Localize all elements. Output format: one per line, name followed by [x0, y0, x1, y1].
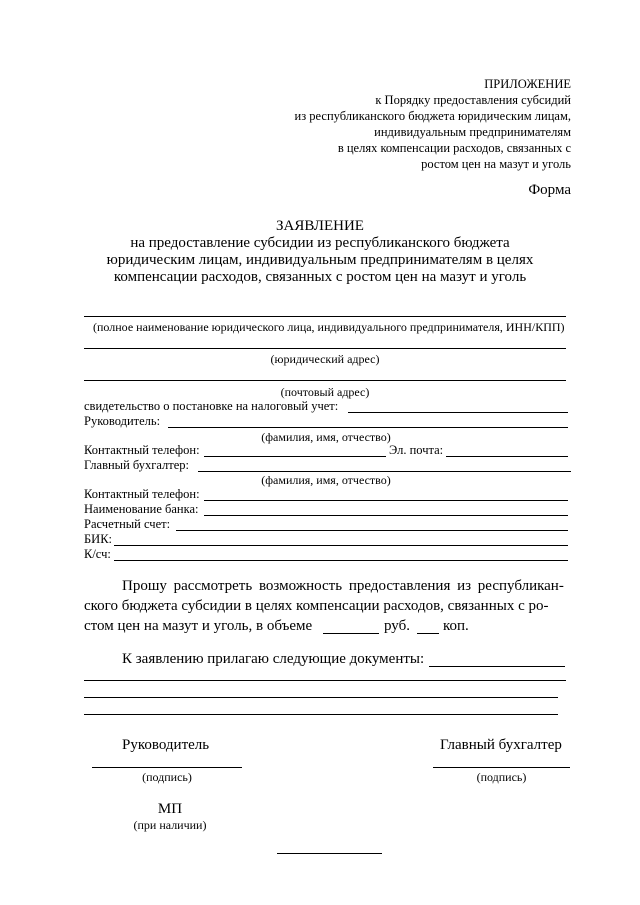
- postal-address-input-line[interactable]: [84, 380, 566, 381]
- legal-address-input-line[interactable]: [84, 348, 566, 349]
- attachments-input-line[interactable]: [84, 697, 558, 698]
- chief-accountant-label: Главный бухгалтер:: [84, 458, 190, 472]
- request-text-line: стом цен на мазут и уголь, в объеме: [84, 618, 313, 634]
- bik-label: БИК:: [84, 532, 113, 546]
- accountant-signature-title: Главный бухгалтер: [440, 737, 562, 753]
- phone-label: Контактный телефон:: [84, 487, 200, 501]
- document-subtitle-line: компенсации расходов, связанных с ростом цен на мазут и уголь: [113, 269, 527, 285]
- chief-accountant-input-line[interactable]: [198, 471, 571, 472]
- request-text-line: Прошу рассмотреть возможность предоставления из республикан-: [122, 578, 564, 594]
- full-name-input-line[interactable]: [84, 316, 566, 317]
- document-subtitle-line: юридическим лицам, индивидуальным предпринимателям в целях: [106, 252, 534, 268]
- director-fio-caption: (фамилия, имя, отчество): [261, 430, 391, 444]
- director-input-line[interactable]: [168, 427, 568, 428]
- bik-input-line[interactable]: [114, 545, 568, 546]
- stamp-label: МП: [157, 801, 183, 817]
- corr-account-input-line[interactable]: [114, 560, 568, 561]
- email-label: Эл. почта:: [389, 443, 444, 457]
- accountant-fio-caption: (фамилия, имя, отчество): [261, 473, 391, 487]
- amount-kop-input-line[interactable]: [417, 633, 439, 634]
- bank-name-label: Наименование банка:: [84, 502, 199, 516]
- appendix-line: в целях компенсации расходов, связанных с: [337, 141, 571, 155]
- request-text-line: ского бюджета субсидии в целях компенсации расходов, связанных с ро-: [84, 598, 549, 614]
- stamp-note: (при наличии): [133, 818, 207, 832]
- full-name-caption: (полное наименование юридического лица, индивидуального предпринимателя, ИНН/КПП): [93, 320, 565, 334]
- document-title: ЗАЯВЛЕНИЕ: [276, 218, 364, 234]
- account-label: Расчетный счет:: [84, 517, 171, 531]
- legal-address-caption: (юридический адрес): [270, 352, 380, 366]
- kop-label: коп.: [443, 618, 469, 634]
- director-signature-line[interactable]: [92, 767, 242, 768]
- attachments-input-line[interactable]: [84, 714, 558, 715]
- postal-address-caption: (почтовый адрес): [280, 385, 370, 399]
- appendix-line: к Порядку предоставления субсидий: [375, 93, 571, 107]
- footer-divider: [277, 853, 382, 854]
- amount-rub-input-line[interactable]: [323, 633, 379, 634]
- accountant-signature-caption: (подпись): [476, 770, 527, 784]
- accountant-signature-line[interactable]: [433, 767, 570, 768]
- email-input-line[interactable]: [446, 456, 568, 457]
- appendix-line: из республиканского бюджета юридическим лицам,: [294, 109, 571, 123]
- appendix-title: ПРИЛОЖЕНИЕ: [484, 77, 571, 91]
- tax-registration-label: свидетельство о постановке на налоговый учет:: [84, 399, 339, 413]
- document-subtitle-line: на предоставление субсидии из республиканского бюджета: [130, 235, 510, 251]
- appendix-line: ростом цен на мазут и уголь: [421, 157, 571, 171]
- attachments-input-line[interactable]: [429, 666, 565, 667]
- director-signature-caption: (подпись): [142, 770, 192, 784]
- rub-label: руб.: [384, 618, 410, 634]
- director-label: Руководитель:: [84, 414, 161, 428]
- attachments-input-line[interactable]: [84, 680, 566, 681]
- attachments-label: К заявлению прилагаю следующие документы:: [122, 651, 425, 667]
- phone-label: Контактный телефон:: [84, 443, 200, 457]
- account-input-line[interactable]: [176, 530, 568, 531]
- form-label: Форма: [528, 182, 571, 198]
- tax-registration-input-line[interactable]: [348, 412, 568, 413]
- phone-2-input-line[interactable]: [204, 500, 568, 501]
- phone-input-line[interactable]: [204, 456, 386, 457]
- appendix-line: индивидуальным предпринимателям: [374, 125, 571, 139]
- bank-name-input-line[interactable]: [204, 515, 568, 516]
- corr-account-label: К/сч:: [84, 547, 111, 561]
- director-signature-title: Руководитель: [122, 737, 210, 753]
